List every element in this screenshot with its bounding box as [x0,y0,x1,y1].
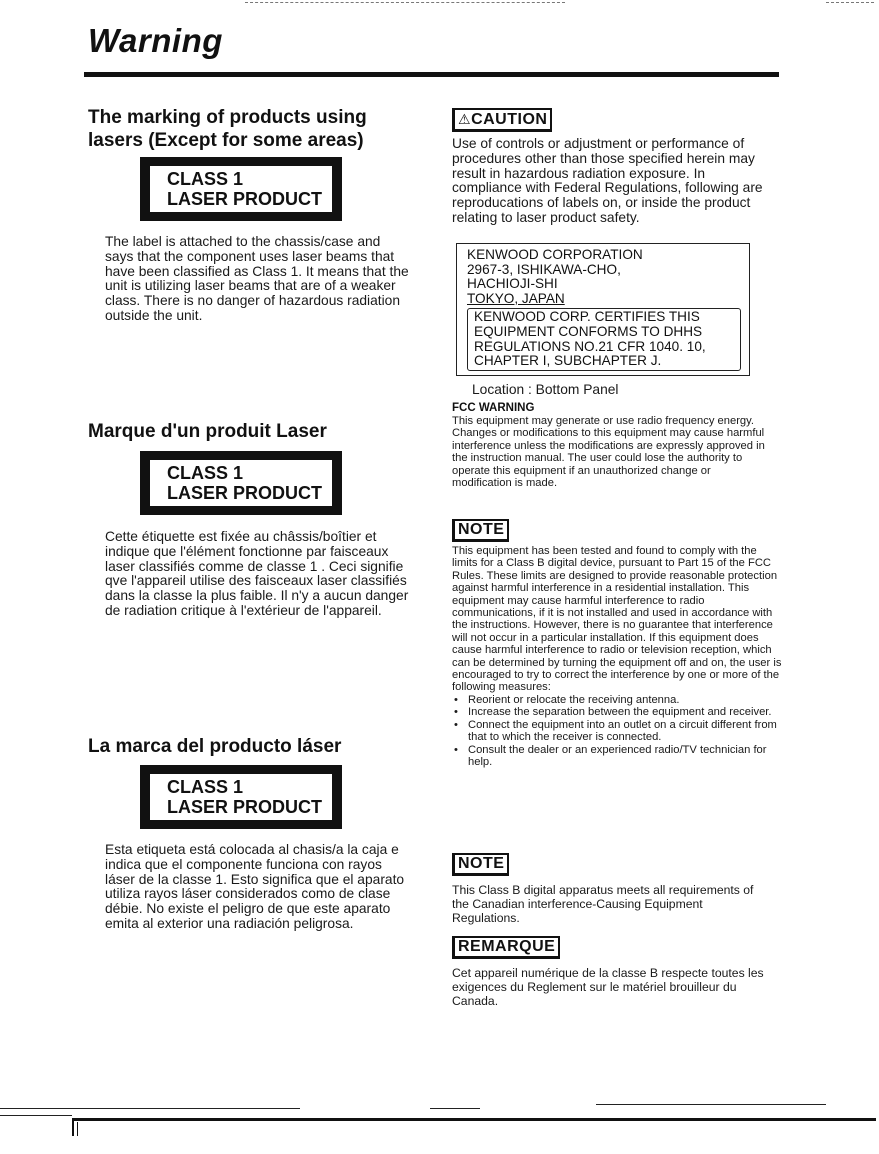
laser-label-product: LASER PRODUCT [167,189,323,209]
note-tag-1 [452,519,509,542]
top-dashed-rule-right [826,2,874,3]
note-measures-list [452,694,782,768]
laser-marking-body: The label is attached to the chassis/case and says that the component uses laser beams that have been classified as Class 1. It means that the unit is utilizing laser beams that are of a weaker class. There is no danger of hazardous radiation outside the unit. [105,234,409,323]
laser-label-product-es: LASER PRODUCT [167,797,323,817]
remarque-tag [452,936,560,959]
fcc-warning-heading: FCC WARNING [452,402,535,414]
list-item: • Connect the equipment into an outlet on a circuit different from that to which the receiver is connected. [468,719,782,744]
footer-mark-2 [77,1122,78,1136]
list-item: • Reorient or relocate the receiving antenna. [468,694,782,706]
page-title: Warning [88,22,223,59]
kenwood-cert-box [467,308,741,370]
laser-label-class: CLASS 1 [167,169,244,189]
note-body-2: This Class B digital apparatus meets all requirements of the Canadian interference-Causing Equipment Regulations. [452,883,754,925]
list-item: • Increase the separation between the equipment and receiver. [468,706,782,718]
top-dashed-rule [245,2,565,3]
footer-rule-4 [0,1115,72,1116]
laser-label-class-es: CLASS 1 [167,777,244,797]
note-body-1 [452,545,782,768]
note-label-2: NOTE [452,853,509,876]
marca-laser-heading: La marca del producto láser [88,736,342,757]
marca-laser-body: Esta etiqueta está colocada al chasis/a la caja e indica que el componente funciona con rayos láser de la classe 1. Esto significa que el aparato utiliza rayos láser considerados como de clase débie. No existe el peligro de que este aparato emita al exterior una radiación peligrosa. [105,842,405,931]
kenwood-cert-1: KENWOOD CORP. CERTIFIES THIS [474,309,700,325]
caution-body: Use of controls or adjustment or performance of procedures other than those specified herein may result in hazardous radiation exposure. In compliance with Federal Regulations, following are reproducations of labels on, or inside the product relating to laser product safety. [452,136,763,225]
kenwood-line-2: 2967-3, ISHIKAWA-CHO, [467,261,621,277]
kenwood-cert-3: REGULATIONS NO.21 CFR 1040. 10, [474,338,706,354]
laser-label-class-fr: CLASS 1 [167,463,244,483]
kenwood-cert-2: EQUIPMENT CONFORMS TO DHHS [474,323,703,339]
laser-label-box [140,157,342,221]
remarque-label: REMARQUE [452,936,560,959]
title-rule [84,72,779,77]
footer-thick-rule [72,1118,876,1121]
list-item: • Consult the dealer or an experienced radio/TV technician for help. [468,744,782,769]
laser-label-inner [150,166,332,212]
caution-label: CAUTION [471,111,548,128]
footer-mark [72,1118,74,1136]
caution-tag [452,108,552,132]
kenwood-line-1: KENWOOD CORPORATION [467,247,643,262]
remarque-body: Cet appareil numérique de la classe B respecte toutes les exigences du Reglement sur le matériel brouilleur du Canada. [452,966,764,1008]
kenwood-line-4: TOKYO, JAPAN [467,290,565,306]
note-label-1: NOTE [452,519,509,542]
footer-rule-1 [0,1108,300,1109]
marque-laser-body: Cette étiquette est fixée au châssis/boîtier et indique que l'élément fonctionne par faisceaux laser classifiés comme de classe 1 . Ceci signifie qve l'appareil utilise des faisceaux laser classifiés dans la classe la plus faible. Il n'y a aucun danger de radiation critique à l'extérieur de l'appareil. [105,529,409,618]
kenwood-cert-4: CHAPTER I, SUBCHAPTER J. [474,353,662,369]
note-text-1: This equipment has been tested and found to comply with the limits for a Class B digital device, pursuant to Part 15 of the FCC Rules. These limits are designed to provide reasonable protection against harmful interference in a residential installation. This equipment may cause harmful interference to radio communications, if it is not installed and used in accordance with the instructions. However, there is no guarantee that interference will not occur in a particular installation. If this equipment does cause harmful interference to radio or television reception, which can be determined by turning the equipment off and on, the user is encouraged to try to correct the interference by one or more of the following measures: [452,545,782,694]
fcc-warning-body: This equipment may generate or use radio frequency energy. Changes or modifications to this equipment may cause harmful interference unless the modifications are expressly approved in the instruction manual. The user could lose the authority to operate this equipment if an unauthorized change or modification is made. [452,415,765,490]
kenwood-line-3: HACHIOJI-SHI [467,276,558,292]
laser-label-box-fr [140,451,342,515]
laser-label-box-es [140,765,342,829]
marque-laser-heading: Marque d'un produit Laser [88,421,327,442]
laser-label-product-fr: LASER PRODUCT [167,483,323,503]
laser-label-inner-fr [150,460,332,506]
warning-triangle-icon: ⚠ [458,111,472,127]
footer-rule-2 [430,1108,480,1109]
kenwood-label [456,243,750,376]
note-tag-2 [452,853,509,876]
laser-label-inner-es [150,774,332,820]
label-location: Location : Bottom Panel [472,382,619,397]
footer-rule-3 [596,1104,826,1105]
laser-marking-heading: The marking of products using lasers (Except for some areas) [88,107,367,151]
